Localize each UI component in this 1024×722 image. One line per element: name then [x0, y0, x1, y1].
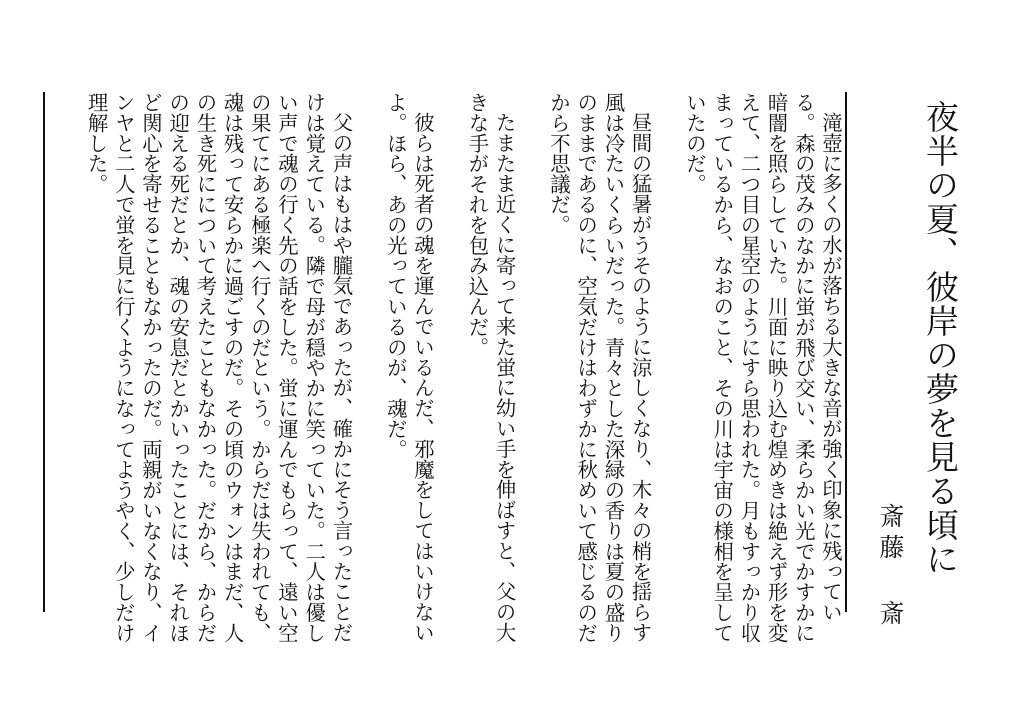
paragraph-2: 昼間の猛暑がうそのように涼しくなり、木々の梢を揺らす風は冷たいくらいだった。青々とした深緑の香りは夏の盛りのままであるのに、空気だけはわずかに秋めいて感じるのだから不思議だ。 [546, 92, 653, 643]
paragraph-4: 彼らは死者の魂を運んでいるんだ、邪魔をしてはいけないよ。ほら、あの光っているのが、魂だ。 [383, 92, 435, 643]
paragraph-3: たまたま近くに寄って来た蛍に幼い手を伸ばすと、父の大きな手がそれを包み込んだ。 [465, 92, 517, 643]
story-title: 夜半の夏、彼岸の夢を見る頃に [921, 100, 960, 576]
margin-rule-left [43, 92, 45, 612]
story-body [82, 92, 844, 652]
paragraph-5: 父の声はもはや朧気であったが、確かにそう言ったことだけは覚えている。隣で母が穏やかに笑っていた。二人は優しい声で魂の行く先の話をした。蛍に運んでもらって、遠い空の果てにある極楽へ行くのだという。からだは失われても、魂は残って安らかに過ごすのだ。その頃のウォンはまだ、人の生き死にについて考えたこともなかった。だから、からだの迎える死だとか、魂の安息だとかいったことには、それほど関心を寄せることもなかったのだ。両親がいなくなり、インヤと二人で蛍を見に行くようになってようやく、少しだけ理解した。 [84, 92, 354, 643]
author-name: 斎藤 斎 [876, 503, 905, 631]
paragraph-1: 滝壺に多くの水が落ちる大きな音が強く印象に残っている。森の茂みのなかに蛍が飛び交い、柔らかい光でかすかに暗闇を照らしていた。川面に映り込む煌めきは絶えず形を変えて、二つ目の星空のようにすら思われた。月もすっかり収まっているから、なおのこと、その川は宇宙の様相を呈していたのだ。 [682, 92, 843, 643]
margin-rule-right [845, 92, 847, 612]
